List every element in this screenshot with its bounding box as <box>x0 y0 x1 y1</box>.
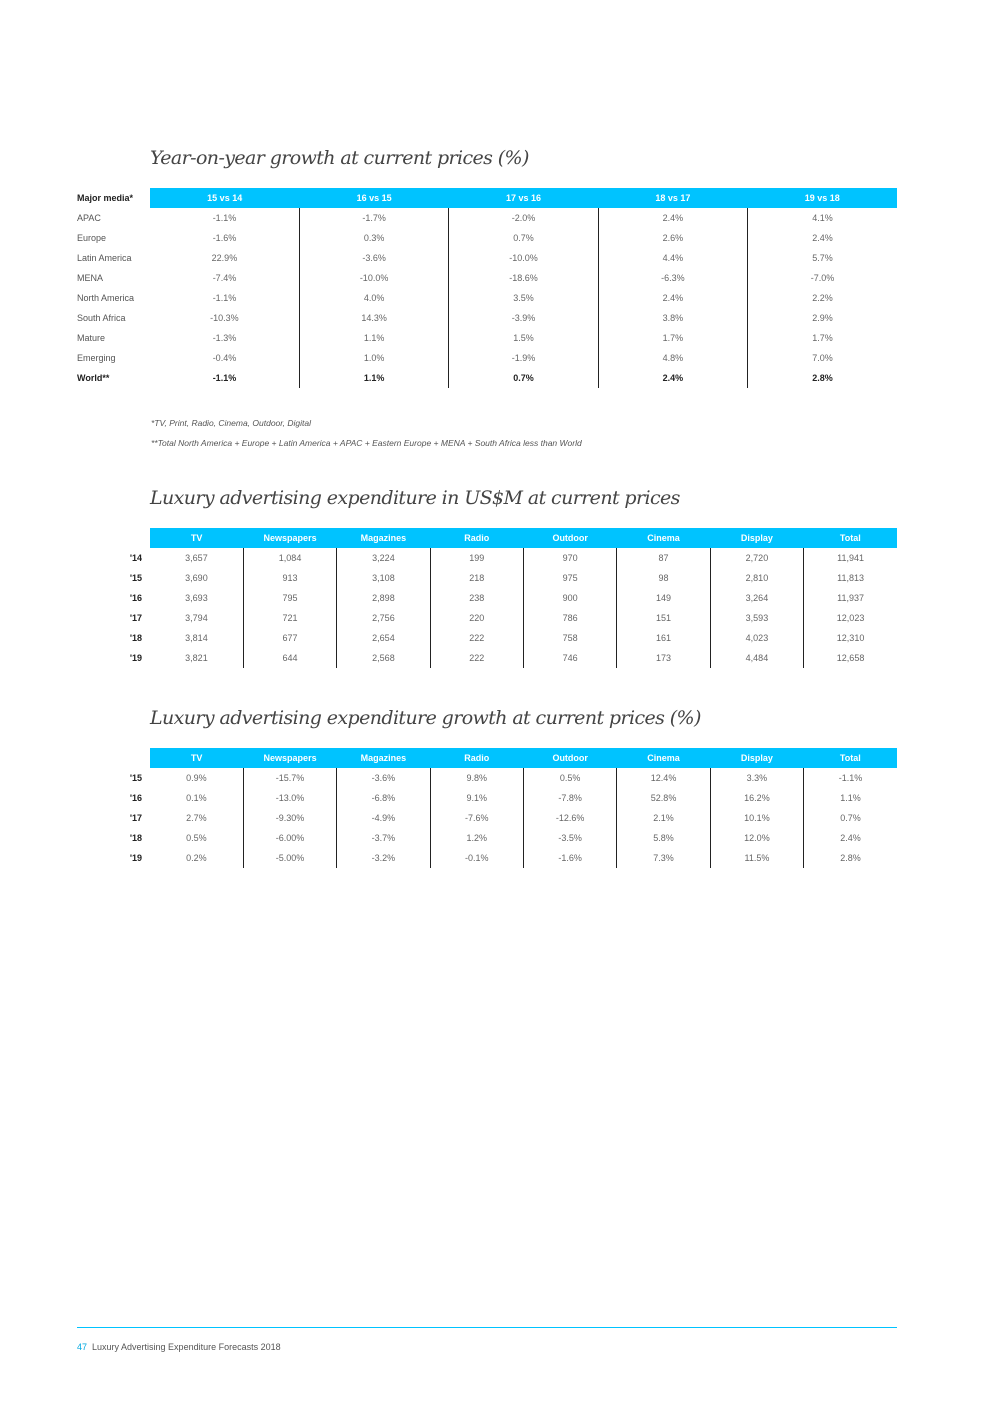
table-cell: 11,941 <box>804 548 897 568</box>
row-label: '19 <box>129 853 142 863</box>
table-cell: 52.8% <box>617 788 710 808</box>
table-cell: 5.8% <box>617 828 710 848</box>
table-cell: 98 <box>617 568 710 588</box>
table-cell: -6.00% <box>243 828 336 848</box>
column-header: 18 vs 17 <box>598 188 747 208</box>
table-cell: -13.0% <box>243 788 336 808</box>
table-cell: -7.6% <box>430 808 523 828</box>
table-cell: 1.7% <box>748 328 897 348</box>
table-cell: 1.0% <box>299 348 448 368</box>
column-header: Outdoor <box>524 748 617 768</box>
table-cell: 4,484 <box>710 648 803 668</box>
table-row <box>100 648 897 668</box>
table-cell: 22.9% <box>211 253 238 263</box>
column-header: Cinema <box>617 748 710 768</box>
header-row <box>77 188 897 208</box>
table-cell: 149 <box>617 588 710 608</box>
table-cell: -3.6% <box>337 768 430 788</box>
table-cell: 12,658 <box>804 648 897 668</box>
table-cell: 161 <box>617 628 710 648</box>
table-cell: 220 <box>430 608 523 628</box>
table-cell: -1.3% <box>212 333 237 343</box>
header-row <box>100 528 897 548</box>
row-label: '15 <box>129 573 142 583</box>
table-cell: -3.7% <box>337 828 430 848</box>
table-row <box>100 848 897 868</box>
table-cell: 900 <box>524 588 617 608</box>
row-label: South Africa <box>77 308 150 328</box>
table-cell: 3,821 <box>185 653 208 663</box>
expenditure-growth-table <box>100 748 897 868</box>
table-cell: 677 <box>243 628 336 648</box>
row-label: '17 <box>129 613 142 623</box>
table-cell: 1.1% <box>299 328 448 348</box>
table-cell: 11,813 <box>804 568 897 588</box>
table-cell: 199 <box>430 548 523 568</box>
yoy-title: Year-on-year growth at current prices (%) <box>150 147 529 169</box>
row-label: '19 <box>129 653 142 663</box>
table-cell: 3.3% <box>710 768 803 788</box>
table-row <box>77 328 897 348</box>
table-cell: 1.1% <box>299 368 448 388</box>
table-cell: 0.7% <box>449 228 598 248</box>
table-cell: 0.2% <box>186 853 207 863</box>
table-cell: 4,023 <box>710 628 803 648</box>
row-label: '16 <box>129 793 142 803</box>
table-cell: -1.7% <box>299 208 448 228</box>
table-cell: 0.3% <box>299 228 448 248</box>
table-cell: 1.5% <box>449 328 598 348</box>
table-row <box>100 588 897 608</box>
table-cell: 2.4% <box>598 288 747 308</box>
column-header: Total <box>804 528 897 548</box>
table-cell: 12,310 <box>804 628 897 648</box>
table-cell: 3,593 <box>710 608 803 628</box>
table-cell: 3,224 <box>337 548 430 568</box>
column-header: Cinema <box>617 528 710 548</box>
row-label: '18 <box>129 833 142 843</box>
table-row <box>100 828 897 848</box>
row-label: '18 <box>129 633 142 643</box>
table-cell: 222 <box>430 648 523 668</box>
table-cell: 2,756 <box>337 608 430 628</box>
table-cell: -1.6% <box>212 233 237 243</box>
table-cell: -7.0% <box>748 268 897 288</box>
table-row <box>100 568 897 588</box>
table-cell: -9.30% <box>243 808 336 828</box>
table-cell: 795 <box>243 588 336 608</box>
table-cell: 2.1% <box>617 808 710 828</box>
table-cell: 5.7% <box>748 248 897 268</box>
table-cell: -10.3% <box>210 313 239 323</box>
column-header: Newspapers <box>243 748 336 768</box>
table-cell: 2.9% <box>748 308 897 328</box>
expenditure-title: Luxury advertising expenditure in US$M at current prices <box>150 487 680 509</box>
table-cell: 9.1% <box>430 788 523 808</box>
row-label: MENA <box>77 268 150 288</box>
table-cell: 3.8% <box>598 308 747 328</box>
table-cell: 0.5% <box>186 833 207 843</box>
column-header: 17 vs 16 <box>449 188 598 208</box>
table-cell: -15.7% <box>243 768 336 788</box>
table-cell: -1.1% <box>804 768 897 788</box>
table-cell: 7.3% <box>617 848 710 868</box>
column-header: Total <box>804 748 897 768</box>
table-cell: 238 <box>430 588 523 608</box>
table-cell: -7.8% <box>524 788 617 808</box>
column-header: Radio <box>430 528 523 548</box>
table-row <box>100 628 897 648</box>
table-row <box>77 288 897 308</box>
column-header: Magazines <box>337 748 430 768</box>
footnote-world: **Total North America + Europe + Latin America + APAC + Eastern Europe + MENA + South Africa less than World <box>151 438 582 448</box>
table-cell: -5.00% <box>243 848 336 868</box>
table-cell: 3,794 <box>185 613 208 623</box>
expenditure-table <box>100 528 897 668</box>
table-row <box>77 308 897 328</box>
table-cell: -3.6% <box>299 248 448 268</box>
table-cell: -3.5% <box>524 828 617 848</box>
table-cell: 12.0% <box>710 828 803 848</box>
row-label: '17 <box>129 813 142 823</box>
table-cell: 87 <box>617 548 710 568</box>
table-cell: 11,937 <box>804 588 897 608</box>
table-row <box>77 268 897 288</box>
table-cell: 2,898 <box>337 588 430 608</box>
row-label: Mature <box>77 328 150 348</box>
table-cell: 2.4% <box>804 828 897 848</box>
table-cell: 218 <box>430 568 523 588</box>
table-cell: -7.4% <box>212 273 237 283</box>
row-label: '16 <box>129 593 142 603</box>
table-cell: 0.7% <box>804 808 897 828</box>
table-cell: -1.1% <box>212 373 237 383</box>
table-cell: 16.2% <box>710 788 803 808</box>
table-cell: -6.3% <box>598 268 747 288</box>
row-label: APAC <box>77 208 150 228</box>
header-row <box>100 748 897 768</box>
table-cell: 975 <box>524 568 617 588</box>
table-cell: 913 <box>243 568 336 588</box>
table-cell: -1.1% <box>212 293 237 303</box>
table-cell: 970 <box>524 548 617 568</box>
table-cell: 4.4% <box>598 248 747 268</box>
corner-header <box>100 528 150 548</box>
table-cell: 4.0% <box>299 288 448 308</box>
growth-title: Luxury advertising expenditure growth at current prices (%) <box>150 707 701 729</box>
page-number: 47 <box>77 1342 88 1352</box>
footer <box>77 1342 281 1352</box>
table-cell: 3.5% <box>449 288 598 308</box>
table-cell: -0.1% <box>430 848 523 868</box>
table-cell: 2.2% <box>748 288 897 308</box>
table-cell: 644 <box>243 648 336 668</box>
table-cell: 2.8% <box>748 368 897 388</box>
table-cell: 3,690 <box>185 573 208 583</box>
column-header: Outdoor <box>524 528 617 548</box>
row-label: '15 <box>129 773 142 783</box>
table-cell: 3,693 <box>185 593 208 603</box>
column-header: Display <box>710 748 803 768</box>
table-cell: 2.8% <box>804 848 897 868</box>
footer-title: Luxury Advertising Expenditure Forecasts 2018 <box>92 1342 281 1352</box>
table-cell: 0.1% <box>186 793 207 803</box>
table-cell: 4.1% <box>748 208 897 228</box>
table-cell: 9.8% <box>430 768 523 788</box>
table-cell: 14.3% <box>299 308 448 328</box>
corner-header: Major media* <box>77 188 150 208</box>
column-header: 19 vs 18 <box>748 188 897 208</box>
column-header: 15 vs 14 <box>150 188 299 208</box>
row-label: Emerging <box>77 348 150 368</box>
table-cell: 758 <box>524 628 617 648</box>
table-cell: 2,568 <box>337 648 430 668</box>
row-label: North America <box>77 288 150 308</box>
table-cell: 11.5% <box>710 848 803 868</box>
table-cell: 3,264 <box>710 588 803 608</box>
table-cell: 1,084 <box>243 548 336 568</box>
table-cell: 2,810 <box>710 568 803 588</box>
table-row <box>100 788 897 808</box>
table-cell: -0.4% <box>212 353 237 363</box>
table-cell: -6.8% <box>337 788 430 808</box>
table-cell: 3,108 <box>337 568 430 588</box>
table-cell: 222 <box>430 628 523 648</box>
table-row <box>100 808 897 828</box>
yoy-growth-table <box>77 188 897 388</box>
table-cell: -1.9% <box>449 348 598 368</box>
table-cell: 2.7% <box>186 813 207 823</box>
row-label: '14 <box>129 553 142 563</box>
row-label: World** <box>77 368 150 388</box>
table-row <box>77 348 897 368</box>
column-header: Magazines <box>337 528 430 548</box>
column-header: Newspapers <box>243 528 336 548</box>
row-label: Europe <box>77 228 150 248</box>
table-cell: 10.1% <box>710 808 803 828</box>
table-cell: 151 <box>617 608 710 628</box>
table-cell: -2.0% <box>449 208 598 228</box>
table-cell: -1.6% <box>524 848 617 868</box>
table-cell: 2.4% <box>598 368 747 388</box>
table-cell: 1.7% <box>598 328 747 348</box>
table-row <box>77 208 897 228</box>
table-cell: 721 <box>243 608 336 628</box>
column-header: Radio <box>430 748 523 768</box>
table-row <box>77 368 897 388</box>
table-cell: -10.0% <box>299 268 448 288</box>
table-row <box>100 768 897 788</box>
table-row <box>100 548 897 568</box>
table-cell: 2,654 <box>337 628 430 648</box>
footnote-media: *TV, Print, Radio, Cinema, Outdoor, Digital <box>151 418 311 428</box>
row-label: Latin America <box>77 248 150 268</box>
table-cell: 2,720 <box>710 548 803 568</box>
table-cell: 2.4% <box>598 208 747 228</box>
table-cell: 1.2% <box>430 828 523 848</box>
table-cell: 0.5% <box>524 768 617 788</box>
table-cell: 1.1% <box>804 788 897 808</box>
table-cell: -1.1% <box>212 213 237 223</box>
table-cell: 786 <box>524 608 617 628</box>
table-cell: -3.2% <box>337 848 430 868</box>
table-cell: 0.7% <box>449 368 598 388</box>
table-cell: 2.4% <box>748 228 897 248</box>
table-cell: -4.9% <box>337 808 430 828</box>
table-cell: 7.0% <box>748 348 897 368</box>
table-cell: -12.6% <box>524 808 617 828</box>
column-header: Display <box>710 528 803 548</box>
table-cell: 12.4% <box>617 768 710 788</box>
table-cell: 173 <box>617 648 710 668</box>
corner-header <box>100 748 150 768</box>
footer-divider <box>77 1327 897 1328</box>
table-cell: -18.6% <box>449 268 598 288</box>
table-cell: 4.8% <box>598 348 747 368</box>
table-cell: 3,814 <box>185 633 208 643</box>
table-row <box>77 248 897 268</box>
table-row <box>77 228 897 248</box>
table-row <box>100 608 897 628</box>
table-cell: -10.0% <box>449 248 598 268</box>
table-cell: 0.9% <box>186 773 207 783</box>
table-cell: 3,657 <box>185 553 208 563</box>
column-header: TV <box>150 748 243 768</box>
table-cell: -3.9% <box>449 308 598 328</box>
column-header: 16 vs 15 <box>299 188 448 208</box>
table-cell: 12,023 <box>804 608 897 628</box>
column-header: TV <box>150 528 243 548</box>
table-cell: 2.6% <box>598 228 747 248</box>
table-cell: 746 <box>524 648 617 668</box>
